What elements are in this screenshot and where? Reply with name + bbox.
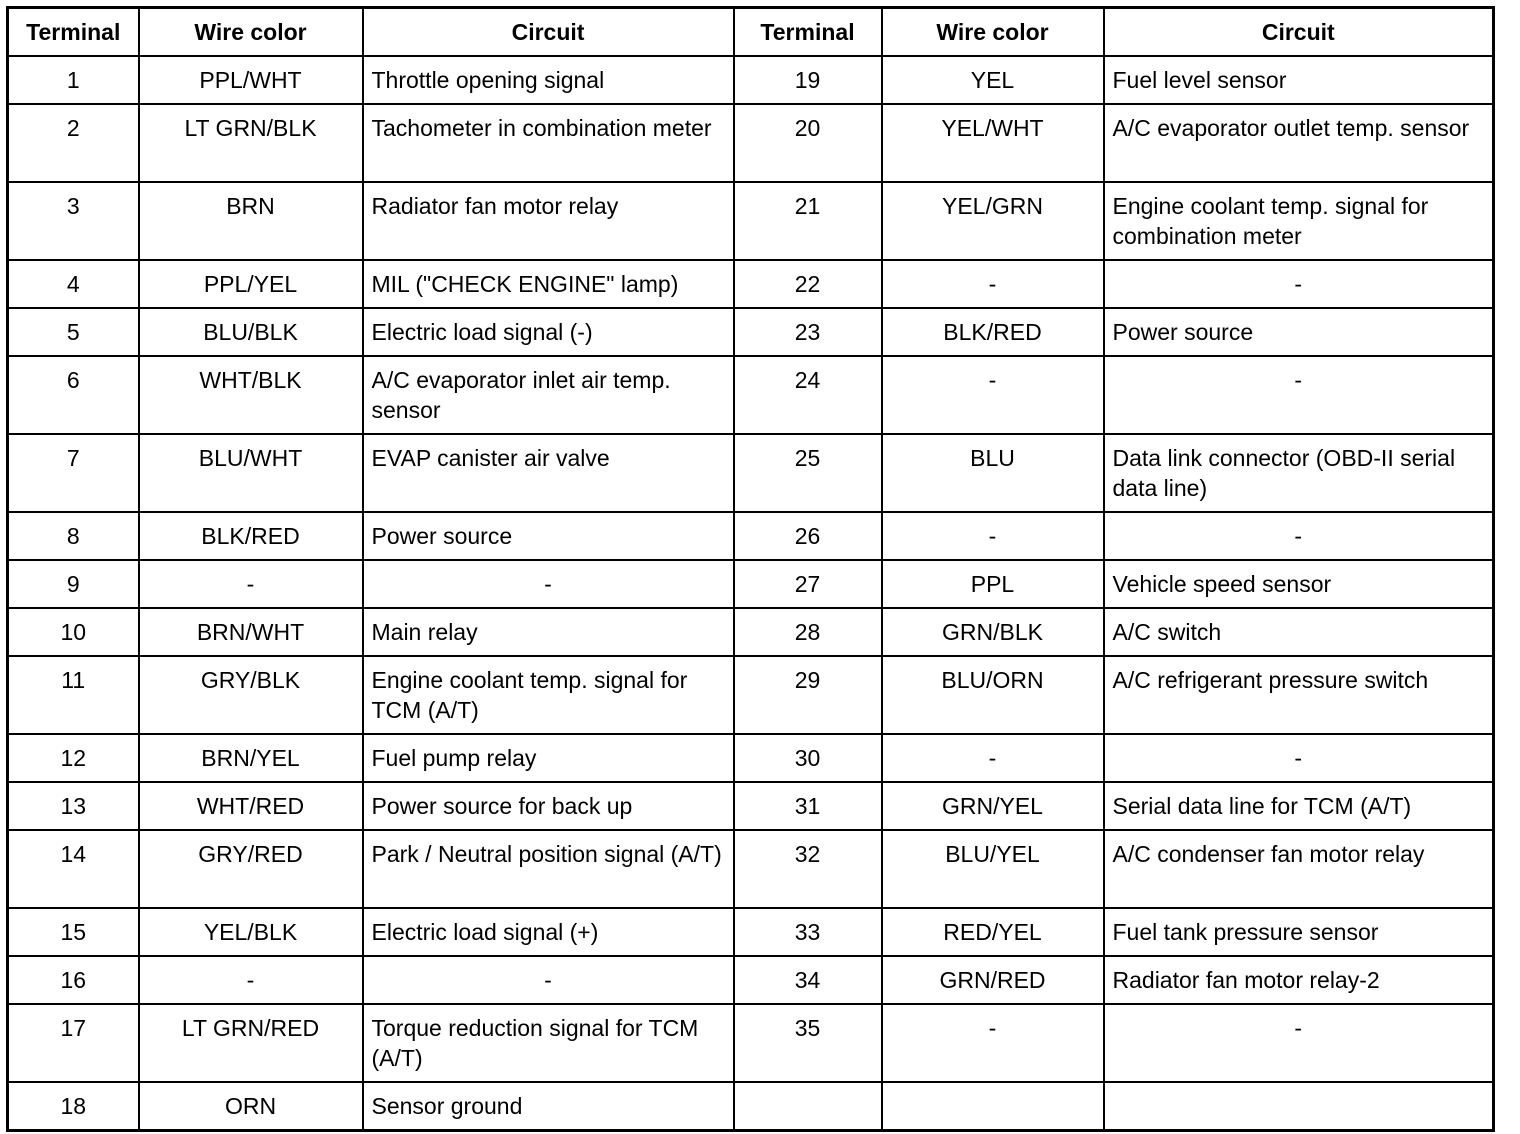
terminal-cell: 22 [734, 260, 882, 308]
circuit-cell: - [1104, 734, 1494, 782]
terminal-cell: 24 [734, 356, 882, 434]
wire-color-cell: ORN [139, 1082, 363, 1131]
circuit-cell: Fuel level sensor [1104, 56, 1494, 104]
wire-color-cell: GRY/RED [139, 830, 363, 908]
terminal-cell: 20 [734, 104, 882, 182]
terminal-cell: 19 [734, 56, 882, 104]
circuit-cell: Torque reduction signal for TCM (A/T) [363, 1004, 734, 1082]
circuit-cell: Park / Neutral position signal (A/T) [363, 830, 734, 908]
wire-color-cell: BLK/RED [882, 308, 1104, 356]
header-terminal-right: Terminal [734, 8, 882, 57]
table-row [8, 1082, 1494, 1131]
terminal-cell [734, 1082, 882, 1131]
wire-color-cell: - [882, 512, 1104, 560]
circuit-cell: A/C evaporator inlet air temp. sensor [363, 356, 734, 434]
table-row [8, 434, 1494, 512]
terminal-cell: 17 [8, 1004, 139, 1082]
circuit-cell: MIL ("CHECK ENGINE" lamp) [363, 260, 734, 308]
wire-color-cell: BLU/YEL [882, 830, 1104, 908]
wire-color-cell: - [139, 956, 363, 1004]
terminal-cell: 18 [8, 1082, 139, 1131]
wire-color-cell: BRN/YEL [139, 734, 363, 782]
header-terminal-left: Terminal [8, 8, 139, 57]
terminal-cell: 4 [8, 260, 139, 308]
wire-color-cell: PPL/WHT [139, 56, 363, 104]
wire-color-cell: LT GRN/RED [139, 1004, 363, 1082]
terminal-cell: 3 [8, 182, 139, 260]
terminal-cell: 14 [8, 830, 139, 908]
wire-color-cell: YEL/GRN [882, 182, 1104, 260]
terminal-cell: 29 [734, 656, 882, 734]
wire-color-cell: PPL [882, 560, 1104, 608]
wire-color-cell: RED/YEL [882, 908, 1104, 956]
terminal-cell: 30 [734, 734, 882, 782]
circuit-cell: Power source [363, 512, 734, 560]
wire-color-cell: GRN/BLK [882, 608, 1104, 656]
circuit-cell: A/C condenser fan motor relay [1104, 830, 1494, 908]
terminal-wiring-table [6, 6, 1495, 1132]
wire-color-cell: - [882, 260, 1104, 308]
terminal-cell: 12 [8, 734, 139, 782]
circuit-cell: Electric load signal (+) [363, 908, 734, 956]
terminal-cell: 16 [8, 956, 139, 1004]
wire-color-cell: BLU/BLK [139, 308, 363, 356]
circuit-cell: Main relay [363, 608, 734, 656]
circuit-cell: - [1104, 356, 1494, 434]
table-row [8, 56, 1494, 104]
terminal-cell: 8 [8, 512, 139, 560]
terminal-cell: 34 [734, 956, 882, 1004]
table-row [8, 956, 1494, 1004]
header-circuit-right: Circuit [1104, 8, 1494, 57]
terminal-cell: 6 [8, 356, 139, 434]
circuit-cell: Engine coolant temp. signal for combination meter [1104, 182, 1494, 260]
circuit-cell: Power source for back up [363, 782, 734, 830]
table-row [8, 182, 1494, 260]
terminal-cell: 31 [734, 782, 882, 830]
wire-color-cell: BLU/ORN [882, 656, 1104, 734]
terminal-cell: 35 [734, 1004, 882, 1082]
wire-color-cell: WHT/BLK [139, 356, 363, 434]
circuit-cell: Fuel pump relay [363, 734, 734, 782]
circuit-cell: - [1104, 260, 1494, 308]
wire-color-cell: YEL [882, 56, 1104, 104]
table-row [8, 656, 1494, 734]
terminal-cell: 28 [734, 608, 882, 656]
wire-color-cell: GRN/RED [882, 956, 1104, 1004]
circuit-cell: A/C switch [1104, 608, 1494, 656]
wire-color-cell: BLU [882, 434, 1104, 512]
circuit-cell: Engine coolant temp. signal for TCM (A/T) [363, 656, 734, 734]
header-circuit-left: Circuit [363, 8, 734, 57]
terminal-cell: 9 [8, 560, 139, 608]
wire-color-cell: - [882, 1004, 1104, 1082]
wire-color-cell: BLK/RED [139, 512, 363, 560]
terminal-cell: 1 [8, 56, 139, 104]
wire-color-cell: - [139, 560, 363, 608]
circuit-cell: - [363, 560, 734, 608]
wire-color-cell: BRN/WHT [139, 608, 363, 656]
table-row [8, 1004, 1494, 1082]
circuit-cell: A/C refrigerant pressure switch [1104, 656, 1494, 734]
table-row [8, 560, 1494, 608]
table-row [8, 308, 1494, 356]
header-wire-color-left: Wire color [139, 8, 363, 57]
terminal-cell: 7 [8, 434, 139, 512]
terminal-cell: 27 [734, 560, 882, 608]
circuit-cell: A/C evaporator outlet temp. sensor [1104, 104, 1494, 182]
wire-color-cell: BRN [139, 182, 363, 260]
wire-color-cell: YEL/BLK [139, 908, 363, 956]
terminal-cell: 15 [8, 908, 139, 956]
table-row [8, 782, 1494, 830]
circuit-cell: - [363, 956, 734, 1004]
circuit-cell: EVAP canister air valve [363, 434, 734, 512]
terminal-cell: 21 [734, 182, 882, 260]
terminal-cell: 23 [734, 308, 882, 356]
terminal-cell: 25 [734, 434, 882, 512]
terminal-cell: 11 [8, 656, 139, 734]
wire-color-cell: BLU/WHT [139, 434, 363, 512]
terminal-cell: 5 [8, 308, 139, 356]
table-row [8, 830, 1494, 908]
wire-color-cell: GRY/BLK [139, 656, 363, 734]
table-row [8, 908, 1494, 956]
circuit-cell: Fuel tank pressure sensor [1104, 908, 1494, 956]
terminal-cell: 13 [8, 782, 139, 830]
header-wire-color-right: Wire color [882, 8, 1104, 57]
circuit-cell [1104, 1082, 1494, 1131]
wire-color-cell: LT GRN/BLK [139, 104, 363, 182]
header-row [8, 8, 1494, 57]
circuit-cell: Power source [1104, 308, 1494, 356]
circuit-cell: Vehicle speed sensor [1104, 560, 1494, 608]
wire-color-cell [882, 1082, 1104, 1131]
circuit-cell: Radiator fan motor relay-2 [1104, 956, 1494, 1004]
wire-color-cell: - [882, 356, 1104, 434]
circuit-cell: Throttle opening signal [363, 56, 734, 104]
wire-color-cell: YEL/WHT [882, 104, 1104, 182]
terminal-cell: 32 [734, 830, 882, 908]
circuit-cell: Electric load signal (-) [363, 308, 734, 356]
table-row [8, 260, 1494, 308]
circuit-cell: - [1104, 512, 1494, 560]
table-row [8, 512, 1494, 560]
circuit-cell: Radiator fan motor relay [363, 182, 734, 260]
table-row [8, 104, 1494, 182]
table-row [8, 608, 1494, 656]
table-row [8, 356, 1494, 434]
terminal-cell: 2 [8, 104, 139, 182]
circuit-cell: Serial data line for TCM (A/T) [1104, 782, 1494, 830]
terminal-cell: 10 [8, 608, 139, 656]
terminal-cell: 26 [734, 512, 882, 560]
wire-color-cell: PPL/YEL [139, 260, 363, 308]
table-row [8, 734, 1494, 782]
circuit-cell: Sensor ground [363, 1082, 734, 1131]
circuit-cell: Tachometer in combination meter [363, 104, 734, 182]
circuit-cell: Data link connector (OBD-II serial data line) [1104, 434, 1494, 512]
wire-color-cell: - [882, 734, 1104, 782]
wire-color-cell: GRN/YEL [882, 782, 1104, 830]
terminal-cell: 33 [734, 908, 882, 956]
circuit-cell: - [1104, 1004, 1494, 1082]
wire-color-cell: WHT/RED [139, 782, 363, 830]
